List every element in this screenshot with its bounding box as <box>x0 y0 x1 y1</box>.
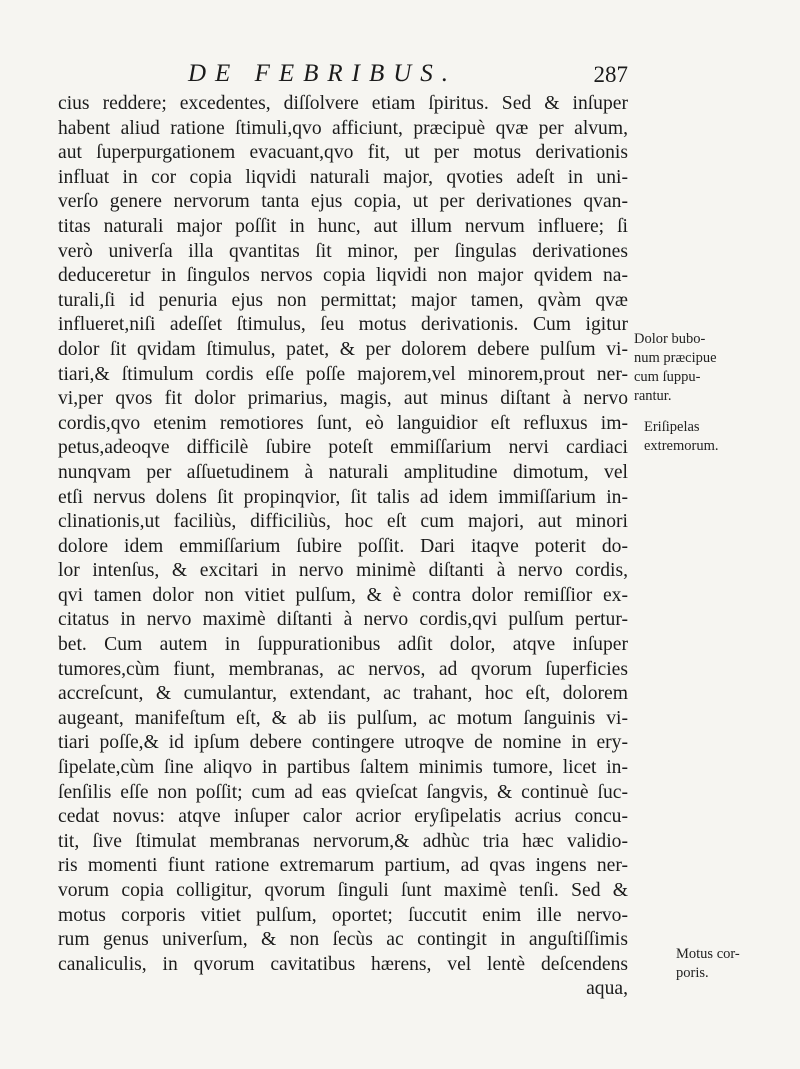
text-line: influat in cor copia liqvidi naturali major, qvoties adeſt in uni- <box>58 166 628 188</box>
margin-note-dolor <box>634 330 717 406</box>
margin-note-line: Motus cor- <box>676 946 740 962</box>
text-line: verſo genere nervorum tanta ejus copia, ut per derivationes qvan- <box>58 191 628 213</box>
text-line: vorum copia colligitur, qvorum ſinguli ſunt maximè tenſi. Sed & <box>58 880 628 901</box>
text-line: aut ſuperpurgationem evacuant,qvo fit, ut per motus derivationis <box>58 142 628 164</box>
page-header <box>188 60 628 94</box>
text-line: influeret,niſi adeſſet ſtimulus, ſeu motus derivationis. Cum igitur <box>58 314 628 336</box>
text-line: dolor ſit qvidam ſtimulus, patet, & per dolorem debere pulſum vi- <box>58 338 628 360</box>
text-line: cedat novus: atqve inſuper calor acrior eryſipelatis acrius concu- <box>58 806 628 828</box>
page-number: 287 <box>593 62 628 87</box>
margin-note-erisipelas <box>644 418 719 456</box>
margin-note-line: extremorum. <box>644 438 719 454</box>
text-line: ſipelate,cùm ſine aliqvo in partibus ſaltem minimis tumore, licet in- <box>58 757 628 779</box>
text-line: clinationis,ut faciliùs, difficiliùs, hoc eſt cum majori, aut minori <box>58 511 628 533</box>
text-line: rum genus univerſum, & non ſecùs ac contingit in anguſtiſſimis <box>58 929 628 951</box>
margin-note-motus <box>676 945 740 983</box>
text-line: vi,per qvos fit dolor primarius, magis, aut minus diſtant à nervo <box>58 388 628 410</box>
text-line: tumores,cùm fiunt, membranas, ac nervos, ad qvorum ſuperficies <box>58 658 628 680</box>
text-line: petus,adeoqve difficilè ſubire poteſt emmiſſarium nervi cardiaci <box>58 437 628 459</box>
text-line: nunqvam per aſſuetudinem à naturali amplitudine dimotum, vel <box>58 461 628 483</box>
margin-note-line: Eriſipelas <box>644 419 700 435</box>
text-line: turali,ſi id penuria ejus non permittat; major tamen, qvàm qvæ <box>58 289 628 311</box>
text-line: cius reddere; excedentes, diſſolvere etiam ſpiritus. Sed & inſuper <box>58 93 628 114</box>
text-line: canaliculis, in qvorum cavitatibus hærens, vel lentè deſcendens <box>58 953 628 975</box>
text-line: ris momenti fiunt ratione extremarum partium, ad qvas ingens ner- <box>58 855 628 877</box>
margin-note-line: rantur. <box>634 388 672 404</box>
text-line: accreſcunt, & cumulantur, extendant, ac trahant, hoc eſt, dolorem <box>58 683 628 705</box>
text-line: verò univerſa illa qvantitas ſit minor, per ſingulas derivationes <box>58 240 628 262</box>
text-line: habent aliud ratione ſtimuli,qvo afficiunt, præcipuè qvæ per alvum, <box>58 117 628 139</box>
text-line: deduceretur in ſingulos nervos copia liqvidi non major qvidem na- <box>58 265 628 287</box>
text-line: etſi nervus dolens ſit propinqvior, ſit talis ad idem immiſſarium in- <box>58 486 628 508</box>
text-line: ſenſilis eſſe non poſſit; cum ad eas qvieſcat ſangvis, & continuè ſuc- <box>58 781 628 803</box>
running-head: DE FEBRIBUS. <box>188 60 458 87</box>
text-line: citatus in nervo maximè diſtanti à nervo cordis,qvi pulſum pertur- <box>58 609 628 631</box>
text-line: augeant, manifeſtum eſt, & ab iis pulſum, ac motum ſanguinis vi- <box>58 707 628 729</box>
text-line: cordis,qvo etenim remotiores ſunt, eò languidior eſt refluxus im- <box>58 412 628 434</box>
text-line: tit, ſive ſtimulat membranas nervorum,& adhùc tria hæc validio- <box>58 830 628 852</box>
margin-note-line: Dolor bubo- <box>634 331 706 347</box>
body-text <box>58 92 628 1002</box>
text-line: motus corporis vitiet pulſum, oportet; ſuccutit enim ille nervo- <box>58 904 628 926</box>
margin-note-line: poris. <box>676 965 709 981</box>
text-line: bet. Cum autem in ſuppurationibus adſit dolor, atqve inſuper <box>58 634 628 656</box>
margin-note-line: num præcipue <box>634 350 717 366</box>
text-line: dolore idem emmiſſarium ſubire poſſit. Dari itaqve poterit do- <box>58 535 628 557</box>
text-line: tiari poſſe,& id ipſum debere contingere utroqve de nomine in ery- <box>58 732 628 754</box>
text-line: tiari,& ſtimulum cordis eſſe poſſe majorem,vel minorem,prout ner- <box>58 363 628 385</box>
text-line: titas naturali major poſſit in hunc, aut illum nervum influere; ſi <box>58 215 628 237</box>
text-line: qvi tamen dolor non vitiet pulſum, & è contra dolor remiſſior ex- <box>58 584 628 606</box>
margin-note-line: cum ſuppu- <box>634 369 701 385</box>
catchword: aqua, <box>586 978 628 1000</box>
text-line: lor intenſus, & excitari in nervo minimè diſtanti à nervo cordis, <box>58 560 628 582</box>
